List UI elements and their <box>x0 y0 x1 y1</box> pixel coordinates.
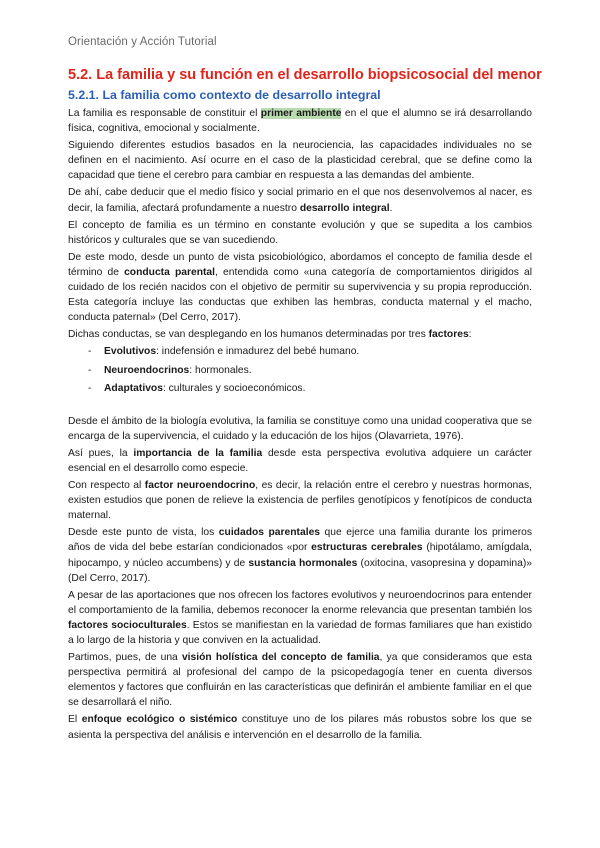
bold-term: cuidados parentales <box>218 527 321 539</box>
bold-term: enfoque ecológico o sistémico <box>81 714 238 726</box>
list-dash: - <box>88 364 92 376</box>
paragraph-gap <box>68 399 532 414</box>
bold-term: factor neuroendocrino <box>144 480 256 492</box>
bold-term: estructuras cerebrales <box>311 542 423 554</box>
document-body <box>68 66 542 745</box>
list-dash: - <box>88 346 92 358</box>
list-dash: - <box>88 382 92 394</box>
bold-term: factores socioculturales <box>68 619 187 631</box>
list-item: - Adaptativos: culturales y socioeconómicos. <box>88 381 532 396</box>
paragraph-primer-ambiente: La familia es responsable de constituir el primer ambiente en el que el alumno se irá desarrollando física, cognitiva, emocional y socialmente. <box>68 108 532 135</box>
paragraph-cuidados-parentales: Desde este punto de vista, los cuidados parentales que ejerce una familia durante los primeros años de vida del bebe estarían condicionados «por estructuras cerebrales (hipotálamo, amígdala, hipocampo, y núcleo accumbens) y de sustancia hormonales (oxitocina, vasopresina y dopamina)» (Del Cerro, 2017). <box>68 527 532 584</box>
bold-term: factores <box>428 329 469 341</box>
section-title: 5.2. La familia y su función en el desarrollo biopsicosocial del menor <box>68 67 542 83</box>
paragraph-factores-socioculturales: A pesar de las aportaciones que nos ofrecen los factores evolutivos y neuroendocrinos para entender el comportamiento de la familia, debemos reconocer la enorme relevancia que presentan también los factores socioculturales. Estos se manifiestan en la variedad de formas familiares que han existido a lo largo de la historia y que conviven en la actualidad. <box>68 589 532 646</box>
highlighted-term: primer ambiente <box>260 108 342 119</box>
paragraph-conducta-parental: De este modo, desde un punto de vista psicobiológico, abordamos el concepto de familia desde el término de conducta parental, entendida como «una categoría de comportamientos dirigidos al cuidado de los recién nacidos con el objetivo de permitir su supervivencia y su propia reproducción. Esta categoría incluye las conductas que exhiben las hembras, conducta maternal y el macho, conducta paternal» (Del Cerro, 2017). <box>68 251 533 324</box>
paragraph-enfoque-ecologico: El enfoque ecológico o sistémico constituye uno de los pilares más robustos sobre los que se asienta la perspectiva del análisis e intervención en el desarrollo de la familia. <box>68 714 532 741</box>
paragraph-factor-neuroendocrino: Con respecto al factor neuroendocrino, es decir, la relación entre el cerebro y nuestras hormonas, existen estudios que ponen de relieve la existencia de perfiles genotípicos y fenotípicos de conducta maternal. <box>68 480 533 522</box>
paragraph-importancia-familia: Así pues, la importancia de la familia desde esta perspectiva evolutiva adquiere un carácter esencial en el desarrollo como especie. <box>68 447 532 474</box>
paragraph-neurociencia: Siguiendo diferentes estudios basados en la neurociencia, las capacidades individuales no se definen en el nacimiento. Así ocurre en el caso de la plasticidad cerebral, que se define como la capacidad que tiene el cerebro para cambiar en respuesta a las demandas del ambiente. <box>68 140 532 182</box>
list-item: - Evolutivos: indefensión e inmadurez del bebé humano. <box>88 344 532 359</box>
paragraph-vision-holistica: Partimos, pues, de una visión holística del concepto de familia, ya que consideramos que esta perspectiva permitirá al profesional del campo de la psicopedagogía tener en cuenta diversos elementos y factores que confluirán en las características que definirán el ambiente familiar en el que se desarrollará el niño. <box>68 652 532 709</box>
factor-name: Evolutivos <box>104 346 157 358</box>
factor-name: Adaptativos <box>104 382 163 394</box>
factor-name: Neuroendocrinos <box>104 364 190 376</box>
bold-term: visión holística del concepto de familia <box>181 652 380 664</box>
bold-term: desarrollo integral <box>299 202 390 214</box>
list-item: - Neuroendocrinos: hormonales. <box>88 363 532 378</box>
subsection-title: 5.2.1. La familia como contexto de desarrollo integral <box>68 88 381 102</box>
paragraph-factores-intro: Dichas conductas, se van desplegando en los humanos determinadas por tres factores: <box>68 329 472 341</box>
bold-term: sustancia hormonales <box>248 557 358 569</box>
paragraph-concepto-familia: El concepto de familia es un término en constante evolución y que se supedita a los cambios históricos y culturales que se van sucediendo. <box>68 219 532 246</box>
running-header: Orientación y Acción Tutorial <box>68 36 217 48</box>
bold-term: importancia de la familia <box>133 447 263 459</box>
paragraph-desarrollo-integral: De ahí, cabe deducir que el medio físico y social primario en el que nos desenvolvemos al nacer, es decir, la familia, afectará profundamente a nuestro desarrollo integral. <box>68 187 532 214</box>
paragraph-biologia-evolutiva: Desde el ámbito de la biología evolutiva, la familia se constituye como una unidad cooperativa que se encarga de la supervivencia, el cuidado y la educación de los hijos (Olavarrieta, 1976). <box>68 415 532 442</box>
bold-term: conducta parental <box>124 266 216 278</box>
factors-list <box>68 344 532 395</box>
